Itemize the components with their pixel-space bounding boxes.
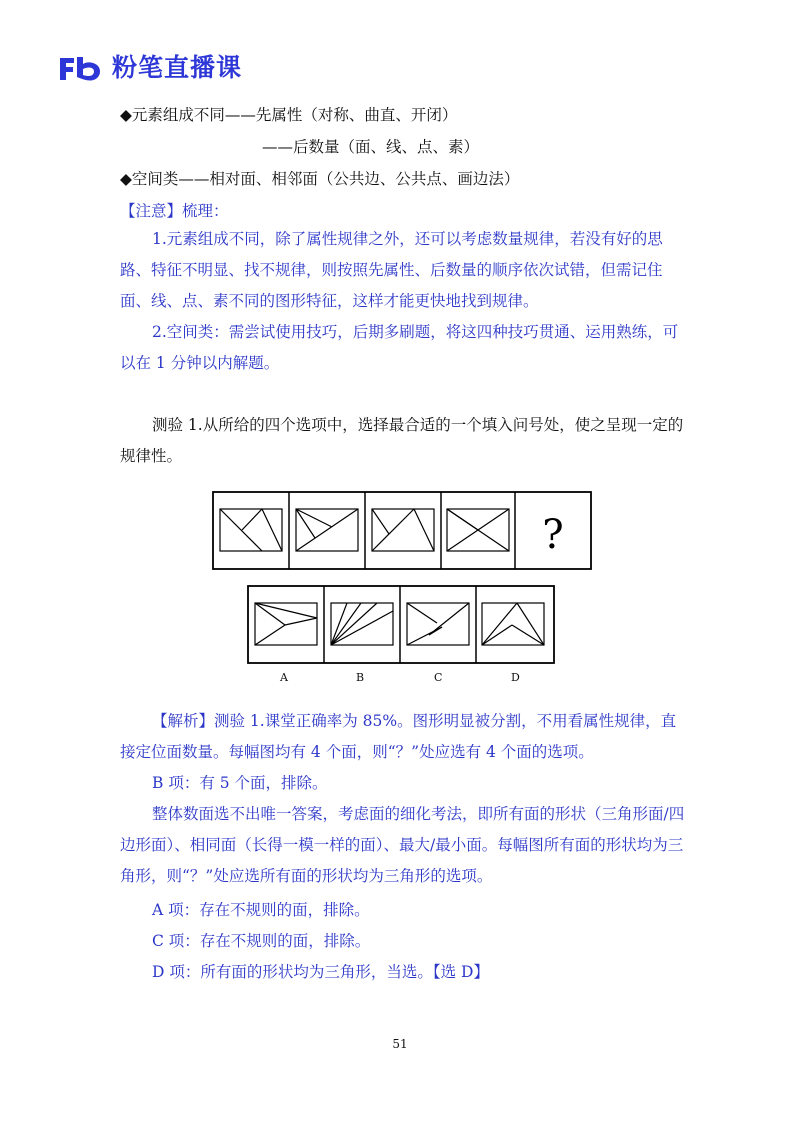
option-b-figure[interactable] xyxy=(331,603,393,645)
brand-logo xyxy=(58,52,242,84)
option-a-figure[interactable] xyxy=(255,603,317,645)
note-paragraph-2: 2.空间类：需尝试使用技巧，后期多刷题，将这四种技巧贯通、运用熟练，可以在 1 分钟以内解题。 xyxy=(120,323,679,372)
option-b-label: B xyxy=(356,671,365,684)
question-text: 测验 1.从所给的四个选项中，选择最合适的一个填入问号处，使之呈现一定的规律性。 xyxy=(120,416,684,465)
question-figure xyxy=(212,491,592,570)
question-figure-2 xyxy=(296,509,358,551)
option-a-label: A xyxy=(280,671,288,684)
options-figure xyxy=(247,585,555,664)
fenbi-logo-icon xyxy=(58,53,108,83)
question-figure-1 xyxy=(220,509,282,551)
note-paragraph-1: 1.元素组成不同，除了属性规律之外，还可以考虑数量规律，若没有好的思路、特征不明显、找不规律，则按照先属性、后数量的顺序依次试错，但需记住面、线、点、素不同的图形特征，这样才能更快地找到规律。 xyxy=(120,230,663,310)
summary-line-quantity: ——后数量（面、线、点、素） xyxy=(262,138,480,156)
option-d-label: D xyxy=(511,671,520,684)
analysis-paragraph-4: A 项：存在不规则的面，排除。 xyxy=(152,901,370,919)
summary-line-element: ◆元素组成不同——先属性（对称、曲直、开闭） xyxy=(120,106,458,124)
question-figure-3 xyxy=(372,509,434,551)
brand-name: 粉笔直播课 xyxy=(112,53,243,82)
note-title: 【注意】梳理： xyxy=(120,202,229,220)
analysis-paragraph-3: 整体数面选不出唯一答案，考虑面的细化考法，即所有面的形状（三角形面/四边形面）、相同面（长得一模一样的面）、最大/最小面。每幅图所有面的形状均为三角形，则“？”处应选所有面的形状均为三角形的选项。 xyxy=(120,805,685,885)
analysis-paragraph-1: 【解析】测验 1.课堂正确率为 85%。图形明显被分割，不用看属性规律，直接定位面数量。每幅图均有 4 个面，则“？”处应选有 4 个面的选项。 xyxy=(120,712,677,761)
option-c-figure[interactable] xyxy=(407,603,469,645)
summary-line-spatial: ◆空间类——相对面、相邻面（公共边、公共点、画边法） xyxy=(120,170,520,188)
question-figure-4 xyxy=(447,509,509,551)
analysis-paragraph-2: B 项：有 5 个面，排除。 xyxy=(152,774,328,792)
option-d-figure[interactable] xyxy=(482,603,544,645)
question-mark: ? xyxy=(542,512,564,558)
page-number: 51 xyxy=(392,1037,408,1051)
analysis-paragraph-6: D 项：所有面的形状均为三角形，当选。【选 D】 xyxy=(152,963,489,981)
analysis-paragraph-5: C 项：存在不规则的面，排除。 xyxy=(152,932,371,950)
option-c-label: C xyxy=(434,671,443,684)
